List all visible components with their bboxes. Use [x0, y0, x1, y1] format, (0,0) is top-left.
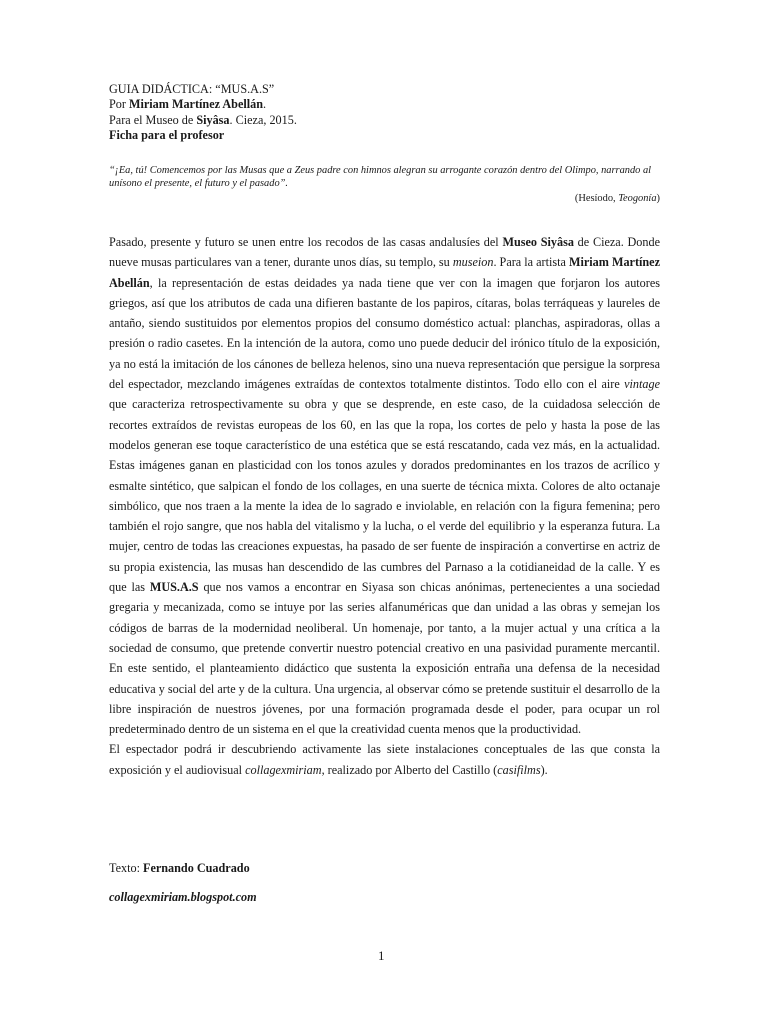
paragraph-main: Pasado, presente y futuro se unen entre los recodos de las casas andalusíes del Museo Siyâsa de Cieza. Donde nueve musas particulares van a tener, durante unos días, su templo, su museion. Para la artista Miriam Martínez Abellán, la representación de estas deidades ya nada tiene que ver con la imagen que forjaron los autores griegos, así que los atributos de cada una difieren bastante de los papiros, cítaras, bolas terráqueas y laureles de antaño, siendo sustituidos por elementos propios del consumo doméstico actual: planchas, aspiradoras, ollas a presión o radio casetes. En la intención de la autora, como uno puede deducir del irónico título de la exposición, ya no está la imitación de los cánones de belleza helenos, sino una nueva representación que persigue la sorpresa del espectador, mezclando imágenes extraídas de contextos totalmente distintos. Todo ello con el aire vintage que caracteriza retrospectivamente su obra y que se desprende, en este caso, de la cuidadosa selección de recortes extraídos de revistas europeas de los 60, en las que la ropa, los cortes de pelo y hasta la pose de las modelos generan ese toque característico de una estética que se está rescatando, cada vez más, en la actualidad. Estas imágenes ganan en plasticidad con los tonos azules y dorados predominantes en los trazos de acrílico y esmalte sintético, que salpican el fondo de los collages, en una suerte de técnica mixta. Colores de alto octanaje simbólico, que nos traen a la mente la idea de lo sagrado e inviolable, en relación con la figura femenina; pero también el rojo sangre, que nos habla del vitalismo y la lucha, o el verde del equilibrio y la esperanza futura. La mujer, centro de todas las creaciones expuestas, ha pasado de ser fuente de inspiración a convertirse en actriz de su propia existencia, las musas han descendido de las cumbres del Parnaso a la cotidianeidad de la calle. Y es que las MUS.A.S que nos vamos a encontrar en Siyasa son chicas anónimas, pertenecientes a una sociedad gregaria y mecanizada, como se intuye por las series alfanuméricas que dan unidad a las obras y semejan los códigos de barras de la modernidad neoliberal. Un homenaje, por tanto, a la mujer actual y una crítica a la sociedad de consumo, que pretende convertir nuestro potencial creativo en una pasividad puramente mercantil. En este sentido, el planteamiento didáctico que sustenta la exposición entraña una defensa de la necesidad educativa y social del arte y de la cultura. Una urgencia, al observar cómo se pretende sustituir el desarrollo de la libre inspiración de nuestros jóvenes, por una formación programada desde el poder, para ocupar un rol predeterminado dentro de un sistema en el que la creatividad cuenta menos que la productividad. [109, 235, 661, 737]
blog-link[interactable]: collagexmiriam.blogspot.com [109, 890, 257, 904]
guide-title: GUIA DIDÁCTICA: “MUS.A.S” [109, 82, 275, 96]
museum-name: Siyâsa [196, 112, 230, 127]
document-header [109, 82, 669, 144]
author-name: Miriam Martínez Abellán [128, 97, 264, 112]
museum-line: Para el Museo de Siyâsa. Cieza, 2015. [109, 112, 297, 127]
epigraph-source: (Hesíodo, Teogonía) [574, 193, 660, 204]
page-number: 1 [378, 948, 385, 963]
paragraph-audiovisual: El espectador podrá ir descubriendo activamente las siete instalaciones conceptuales de las que consta la exposición y el audiovisual collagexmiriam, realizado por Alberto del Castillo (casifilms). [109, 742, 660, 777]
credit-name: Fernando Cuadrado [143, 861, 250, 875]
author-line: Por Miriam Martínez Abellán. [109, 97, 267, 112]
teacher-sheet-label: Ficha para el profesor [109, 128, 225, 143]
body-text [109, 232, 660, 780]
epigraph-quote: “¡Ea, tú! Comencemos por las Musas que a Zeus padre con himnos alegran su arrogante corazón dentro del Olimpo, narrando al unísono el presente, el futuro y el pasado”. [109, 165, 652, 189]
text-credit: Texto: Fernando Cuadrado [109, 861, 250, 875]
